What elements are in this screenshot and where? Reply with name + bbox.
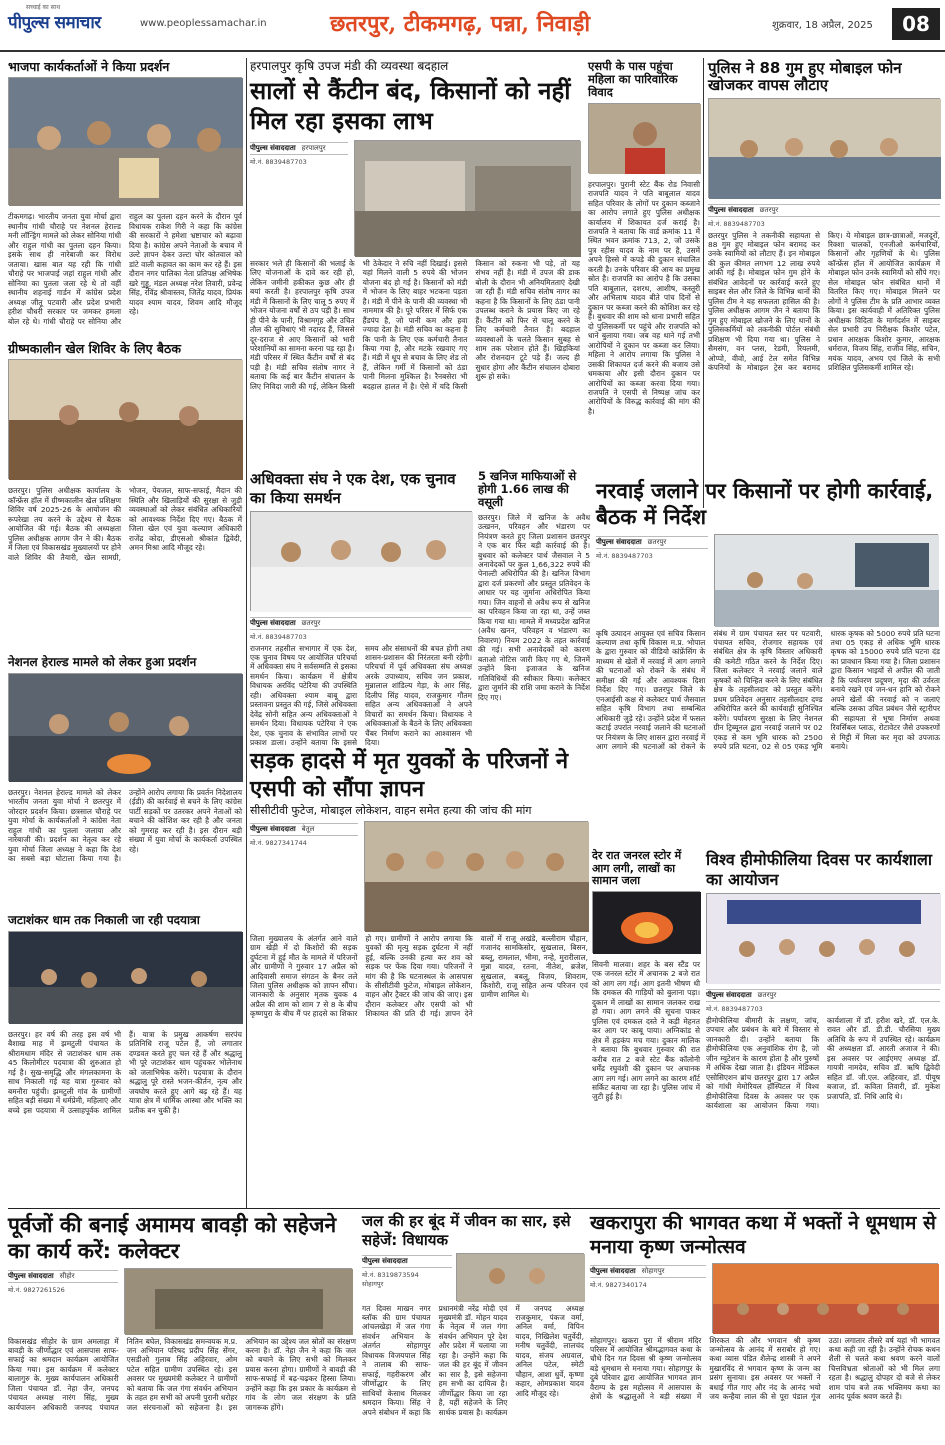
article-body: छतरपुर पुलिस ने तकनीकी सहायता से 88 गुम हुए मोबाइल फोन बरामद कर उनके स्वामियों को लौटाए हैं। इन मोबाइल की कुल कीमत लगभग 12 लाख रुपये आंकी गई है। मोबाइल फोन गुम होने के संबंधित आवेदनों पर कार्रवाई करते हुए साइबर सेल और जिले के विभिन्न थानों की पुलिस टीम ने यह सफलता हासिल की है। पुलिस अधीक्षक आगम जैन ने बताया कि गुम हुए मोबाइल खोजने के लिए थानों के पुलिसकर्मियों को तकनीकी पोर्टल संबंधी प्रशिक्षण भी दिया गया था। पुलिस ने सैमसंग, वन प्लस, रेडमी, रियलमी, ओप्पो, वीवो, आई टेल समेत विभिन्न कंपनियों के मोबाइल ट्रेस कर बरामद किए। ये मोबाइल छात्र-छात्राओं, मजदूरों, रिक्शा चालकों, एनजीओ कर्मचारियों, किसानों और गृहणियों के थे। पुलिस कॉन्फ्रेंस हॉल में आयोजित कार्यक्रम में मोबाइल फोन उनके स्वामियों को सौंपे गए। सेल मोबाइल फोन संबंधित थानों में वितरित किए गए। मोबाइल मिलने पर लोगों ने पुलिस टीम के प्रति आभार व्यक्त किया। इस कार्यवाही में अतिरिक्त पुलिस अधीक्षक विदिता के मार्गदर्शन में साइबर सेल प्रभारी उप निरीक्षक किशोर पटेल, प्रधान आरक्षक किशोर कुमार, आरक्षक धर्मराज, विजय सिंह, राजीव सिंह, सचिन, मयंक यादव, अभय एवं जिले के सभी प्रशिक्षित पुलिसकर्मी शामिल रहे।: [708, 230, 940, 373]
masthead: [0, 0, 945, 52]
article-one-nation: [250, 470, 472, 748]
byline: [706, 989, 940, 1002]
column-rule: [703, 58, 704, 508]
article-padyatra: [8, 914, 242, 1204]
news-photo: [714, 534, 938, 626]
news-photo: [354, 140, 580, 256]
byline-reporter: पीपुल्स संवाददाता: [250, 143, 296, 152]
headline[interactable]: भाजपा कार्यकर्ताओं ने किया प्रदर्शन: [8, 59, 170, 74]
byline-reporter: पीपुल्स संवाददाता: [590, 1266, 636, 1275]
article-bjp-protest: [8, 60, 242, 328]
reporter-mobile: मो.नं. 8839487703: [250, 632, 307, 641]
article-body: सरकार भले ही किसानों की भलाई के लिए योजनाओं के दावे कर रही हो, लेकिन जमीनी हकीकत कुछ और ही बयां करती है। हरपालपुर कृषि उपज मंडी में किसानों के लिए चालू 5 रुपए में भोजन योजना वर्षों से ठप पड़ी है। साथ ही पीने के पानी, विश्रामगृह और उचित तौल की सुविधाएं भी नदारद हैं, जिससे दूर-दराज से आए किसानों को भारी परेशानियों का सामना करना पड़ रहा है। मंडी परिसर में स्थित कैंटीन वर्षों से बंद पड़ी है। मंडी सचिव संतोष नागर ने बताया कि कई बार कैंटीन संचालन के लिए निविदा जारी की गई, लेकिन किसी भी ठेकेदार ने रुचि नहीं दिखाई। इससे यहां मिलने वाली 5 रुपये की भोजन योजना बंद हो गई है। किसानों को मंडी में भोजन के लिए बाहर भटकना पड़ता है। मंडी में पीने के पानी की व्यवस्था भी नाममात्र की है। पूरे परिसर में सिर्फ एक हैंडपंप है, जो पानी कम और हवा ज्यादा देता है। मंडी सचिव का कहना है कि पानी के लिए एक कर्मचारी तैनात किया गया है, और मटके रखवाए गए हैं। मंडी में धूप से बचाव के लिए शेड तो हैं, लेकिन गर्मी में किसानों को ठंडा पानी मिलना मुश्किल है। रैनबसेरा भी बदहाल हालत में है। ऐसे में यदि किसी किसान को रुकना भी पड़े, तो यह संभव नहीं है। मंडी में उपज की डाक बोली के दौरान भी अनियमितताएं देखी जा रही हैं। मंडी सचिव संतोष नागर का कहना है कि किसानों के लिए ठंडा पानी उपलब्ध कराने के प्रयास किए जा रहे हैं। कैंटीन को फिर से चालू करने के लिए कर्मचारी तैनात है। बदहाल व्यवस्थाओं के चलते किसान सुबह से शाम तक परेशान होते हैं। खिड़कियां और रोशनदान टूटे पड़े हैं। जल्द ही सुधार होगा और कैंटीन संचालन दोबारा शुरू हो सके।: [250, 258, 580, 391]
article-body: सोहागपुर। खकरा पुरा में श्रीराम मंदिर परिसर में आयोजित श्रीमद्भागवत कथा के चौथे दिन गत दिवस श्री कृष्ण जन्मोत्सव बड़े धूमधाम से मनाया गया। सोहागपुर के दुबे परिवार द्वारा आयोजित भागवत ज्ञान वैराग्य के इस महोत्सव में आसपास के क्षेत्रों के श्रद्धालुओं ने बड़ी संख्या में शिरकत की और भगवान श्री कृष्ण जन्मोत्सव के आनंद में सराबोर हो गए। कथा व्यास पंडित शैलेन्द्र शास्त्री ने अपने मुखारविंद से भगवान कृष्ण के जन्म का प्रसंग सुनाया। इस अवसर पर भक्तों ने बधाई गीत गाए और नंद के आनंद भयो जय कन्हैया लाल की से पूरा पंडाल गूंज उठा। लगातार तीसरे वर्ष यहां भी भागवत कथा कही जा रही है। उन्होंने रोचक कथन शैली से चलते कथा श्रवण करने वालों चित्तविभ्रता श्रोताओं को भी मिल लगा रहता है। श्रद्धालु दोपहर दो बजे से लेकर शाम पांच बजे तक भक्तिमय कथा का आनंद पूर्वक श्रवण करते हैं।: [590, 1335, 940, 1402]
reporter-mobile: मो.नं. 8319873594: [362, 1270, 419, 1279]
news-photo: [250, 511, 472, 611]
headline[interactable]: विश्व हीमोफीलिया दिवस पर कार्यशाला का आयोजन: [706, 850, 932, 889]
news-photo: [8, 77, 242, 205]
news-photo: [588, 103, 700, 173]
headline[interactable]: पुलिस ने 88 गुम हुए मोबाइल फोन खोजकर वापस लौटाए: [708, 59, 902, 95]
byline-reporter: पीपुल्स संवाददाता: [8, 1271, 54, 1280]
article-body: विकासखंड सीहोर के ग्राम अमलाहा में बावड़ी के जीर्णोद्धार एवं आसपास साफ-सफाई का श्रमदान कार्यक्रम आयोजित किया गया। इस कार्यक्रम में कलेक्टर बालागुरु के. मुख्य कार्यपालन अधिकारी जिला पंचायत डॉ. नेहा जैन, जनपद पंचायत अध्यक्ष नारंग सिंह, मुख्य कार्यपालन अधिकारी जनपद पंचायत नितिन बघेल, विकासखंड समन्वयक म.प्र. जन अभियान परिषद प्रदीप सिंह सेंगर, एसडीओ गुलाब सिंह अहिरवार, ओम पटेल सहित ग्रामीण उपस्थित रहे। इस अवसर पर मुख्यमंत्री कलेक्टर ने ग्रामीणों को बताया कि जल गंगा संवर्धन अभियान के तहत हम सभी को अपनी पुरानी धरोहर जल संरचनाओं को सहेजना है। इस अभियान का उद्देश्य जल स्रोतों का संरक्षण करना है। डॉ. नेहा जैन ने कहा कि जल को बचाने के लिए सभी को मिलकर प्रयास करना होगा। ग्रामीणों ने बावड़ी की साफ-सफाई में बढ़-चढ़कर हिस्सा लिया। उन्होंने कहा कि इस प्रकार के कार्यक्रम से गांव के लोग जल संरक्षण के प्रति जागरूक होंगे।: [8, 1336, 356, 1412]
news-photo: [124, 1268, 352, 1334]
byline-reporter: पीपुल्स संवाददाता: [250, 824, 296, 833]
headline[interactable]: सड़क हादसे में मृत युवकों के परिजनों ने एसपी को सौंपा ज्ञापन: [250, 749, 569, 802]
headline[interactable]: नेशनल हेराल्ड मामले को लेकर हुआ प्रदर्शन: [8, 655, 197, 669]
article-body: हीमोफीलिया बीमारी के लक्षण, जांच, उपचार और प्रबंधन के बारे में विस्तार से जानकारी दी। उन्होंने बताया कि हीमोफीलिया एक अनुवांशिक रोग है, जो जीन म्यूटेशन के कारण होता है और पुरुषों में अधिक देखा जाता है। इंडियन मेडिकल एसोसिएशन ब्रांच छतरपुर द्वारा 17 अप्रैल को गांधी मेमोरियल हॉस्पिटल में विश्व हीमोफीलिया दिवस के अवसर पर एक कार्यशाला का आयोजन किया गया। कार्यशाला में डॉ. हरीश खरे, डॉ. एल.के. रावत और डॉ. डी.डी. चौरसिया मुख्य अतिथि के रूप में उपस्थित रहे। कार्यक्रम की अध्यक्षता डॉ. आरती अजाज ने की। इस अवसर पर आईएमए अध्यक्ष डॉ. गायत्री नामदेव, सचिव डॉ. ऋषि द्विवेदी सहित डॉ. जी.एल. अहिरवार, डॉ. पीयूष बजाज, डॉ. कविता तिवारी, डॉ. मुकेश प्रजापति, डॉ. निधि आदि थे।: [706, 1016, 940, 1111]
logo-tagline: सच्चाई का साथ: [26, 4, 61, 11]
news-photo: [8, 673, 242, 781]
byline: [708, 204, 940, 217]
article-body: कृषि उत्पादन आयुक्त एवं सचिव किसान कल्याण तथा कृषि विकास म.प्र. भोपाल के द्वारा गुरुवार को वीडियो कांफ्रेंसिंग के माध्यम से खेतों में नरवाई में आग लगाने की घटनाओं को रोकने के संबंध में समीक्षा की गई और आवश्यक दिशा निर्देश दिए गए। छतरपुर जिले के एनआईसी कक्ष से कलेक्टर पार्थ जैसवाल सहित कृषि विभाग तथा सम्बन्धित अधिकारी जुड़े रहे। उन्होंने प्रदेश में फसल कटाई उपरांत नरवाई जलाने की घटनाओं पर नियंत्रण के लिए शासन द्वारा नरवाई में आग लगाने की घटनाओं को रोकने के संबंध में ग्राम पंचायत स्तर पर पटवारी, पंचायत सचिव, रोजगार सहायक एवं संबंधित क्षेत्र के कृषि विस्तार अधिकारी की कमेटी गठित करने के निर्देश दिए। जिला कलेक्टर ने नरवाई जलाने वाले कृषकों को चिन्हित करने के लिए संबंधित क्षेत्र के तहसीलदार को प्रस्तुत करेंगे। प्रथम प्रतिवेदन अनुसार तहसीलदार दण्ड अधिरोपित करने की कार्यवाही सुनिश्चित करेंगे। पर्यावरण सुरक्षा के लिए नेशनल ग्रीन ट्रिब्यूनल द्वारा नरवाई जलाने पर 02 एकड़ से कम भूमि धारक को 2500 रुपये प्रति घटना, 02 से 05 एकड़ भूमि धारक कृषक को 5000 रुपये प्रति घटना तथा 05 एकड़ से अधिक भूमि धारक कृषक को 15000 रुपये प्रति घटना दंड का प्रावधान किया गया है। जिला प्रशासन द्वारा किसान भाइयों से अपील की जाती है कि पर्यावरण प्रदूषण, मृदा की उर्वरता बनाये रखने एवं जन-धन हानि को रोकने अपने खेतों की नरवाई को न जलाएं बल्कि उसका उचित प्रबंधन जैसे स्ट्रारीपर की सहायता से भूषा निर्माण अथवा रिवर्सिबल प्लाऊ, रोटावेटर जैसे उपकरणों से मिट्टी में मिला कर मृदा को उपजाऊ बनाये।: [596, 628, 940, 752]
byline-place: छतरपुर: [759, 205, 779, 214]
reporter-mobile: मो.नं. 9827261526: [8, 1285, 65, 1294]
byline-place: छतरपुर: [301, 618, 321, 627]
news-photo: [712, 1263, 938, 1333]
news-photo: [706, 893, 940, 983]
byline-place: सोहागपुर: [641, 1266, 665, 1275]
article-bhagwat-katha: [590, 1212, 940, 1442]
headline[interactable]: अधिवक्ता संघ ने एक देश, एक चुनाव का किया समर्थन: [250, 470, 456, 507]
subheadline: सीसीटीवी फुटेज, मोबाइल लोकेशन, वाहन समेत हत्या की जांच की मांग: [250, 804, 532, 817]
article-family-dispute: [588, 60, 700, 470]
article-body: छतरपुर। पुलिस अधीक्षक कार्यालय के कॉन्फ्रेंस हॉल में ग्रीष्मकालीन खेल प्रशिक्षण शिविर वर्ष 2025-26 के आयोजन की रूपरेखा तय करने के उद्देश्य से बैठक आयोजित की गई। बैठक की अध्यक्षता पुलिस अधीक्षक आगम जैन ने की। बैठक में जिला एवं विकासखंड मुख्यालयों पर होने वाले शिविर की तैयारी, खेल सामग्री, भोजन, पेयजल, साफ-सफाई, मैदान की स्थिति और खिलाड़ियों की सुरक्षा से जुड़ी व्यवस्थाओं को लेकर संबंधित अधिकारियों को आवश्यक निर्देश दिए गए। बैठक में जिला खेल एवं युवा कल्याण अधिकारी राजेंद्र कोदा, डीएसओ श्रीकांत द्विवेदी, अमन मिश्रा आदि मौजूद रहे।: [8, 486, 242, 562]
reporter-mobile: मो.नं. 8839487703: [706, 1005, 763, 1013]
article-summer-camp: [8, 342, 242, 658]
byline: [8, 1270, 118, 1283]
byline: [250, 142, 348, 155]
article-body: छतरपुर। नेशनल हेराल्ड मामले को लेकर भारतीय जनता युवा मोर्चा ने छतरपुर में जोरदार प्रदर्शन किया। छत्रसाल चौराहे पर युवा मोर्चा के कार्यकर्ताओं ने कांग्रेस नेता राहुल गांधी का पुतला जलाया और नारेबाजी की। प्रदर्शन का नेतृत्व कर रहे युवा मोर्चा जिला अध्यक्ष ने कहा कि देश का सबसे बड़ा घोटाला किया गया है। उन्होंने आरोप लगाया कि प्रवर्तन निदेशालय (ईडी) की कार्रवाई से बचने के लिए कांग्रेस पार्टी सड़कों पर उतरकर अपने नेताओं को बचाने की कोशिश कर रही है और जनता को गुमराह कर रही है। इस दौरान बड़ी संख्या में युवा मोर्चा के कार्यकर्ता उपस्थित रहे।: [8, 787, 242, 864]
byline: [596, 536, 708, 549]
article-body: सिवनी मालवा। शहर के बस स्टैंड पर एक जनरल स्टोर में अचानक 2 बजे रात को आग लग गई। आग इतनी भीषण थी कि दमकल की गाड़ियों को बुलाना पड़ा। दुकान में लाखों का सामान जलकर राख हो गया। आग लगने की सूचना पाकर पुलिस एवं दमकल दस्ते ने कड़ी मेहनत कर आग पर काबू पाया। अग्निकांड से क्षेत्र में हड़कंप मच गया। दुकान मालिक ने बताया कि बुधवार गुरुवार की रात करीब रात 2 बजे स्टेट बैंक कॉलोनी धर्मेंद्र रघुवंशी की दुकान पर अचानक आग लग गई। आग लगने का कारण शॉर्ट सर्किट बताया जा रहा है। पुलिस जांच में जुटी हुई है।: [592, 959, 700, 1102]
article-body: टीकमगढ़। भारतीय जनता युवा मोर्चा द्वारा स्थानीय गांधी चौराहे पर नेशनल हेराल्ड मनी लॉन्ड्रिंग मामले को लेकर सोनिया गांधी और राहुल गांधी का पुतला दहन किया। इसके साथ ही नारेबाजी कर विरोध जताया। खास बात यह रही कि गांधी चौराहे पर भाजपाई जहां राहुल गांधी और सोनिया का पुतला जला रहे थे तो वहीं स्थानीय शहनाई गार्डन में कांग्रेस प्रदेश अध्यक्ष जीतू पटवारी और प्रदेश प्रभारी हरीश चौधरी सरकार पर जमकर हमला बोल रहे थे। गांधी चौराहे पर सोनिया और राहुल का पुतला दहन करने के दौरान पूर्व विधायक राकेश गिरी ने कहा कि कांग्रेस की सरकारों ने हमेशा भ्रष्टाचार को बढ़ावा दिया है। कांग्रेस अपने नेताओं के बचाव में उल्टे ज्ञापन देकर उल्टा चोर कोतवाल को डांटे वाली कहावत का काम कर रहे हैं। इस दौरान नगर पालिका नेता प्रतिपक्ष अभिषेक खरे गुड्डू, मंडल अध्यक्ष नरेश तिवारी, प्रवेन्द्र सिंह, रविंद्र श्रीवास्तव, जितेंद्र यादव, प्रियंक यादव श्याम यादव, शिवम आदि मौजूद रहे।: [8, 212, 242, 326]
headline[interactable]: पूर्वजों की बनाई अमामय बावड़ी को सहेजने का कार्य करें: कलेक्टर: [8, 1213, 337, 1264]
website-url[interactable]: www.peoplessamachar.in: [140, 18, 267, 29]
headline[interactable]: एसपी के पास पहुंचा महिला का पारिवारिक विवाद: [588, 59, 678, 100]
byline-place: छतरपुर: [647, 537, 667, 546]
byline-place: बेतूल: [301, 824, 315, 833]
article-body: गत दिवस माखन नगर ब्लॉक की ग्राम पंचायत आंचलखेड़ा में जल गंगा संवर्धन अभियान के अंतर्गत सोहागपुर विधायक विजयपाल सिंह ने तालाब की साफ-सफाई, गहरीकरण और जीर्णोद्धार के लिए साथियों केसाथ मिलकर श्रमदान किया। सिंह ने अपने संबोधन में कहा कि प्रधानमंत्री नरेंद्र मोदी एवं मुख्यमंत्री डॉ. मोहन यादव के नेतृत्व में जल गंगा संवर्धन अभियान पूरे देश और प्रदेश में चलाया जा रहा है। उन्होंने कहा कि जल की हर बूंद में जीवन का सार है, इसे सहेजना हम सभी का दायित्व है। जीर्णोद्धार किया जा रहा है, यहीं सहेजने के लिए सार्थक प्रयास है। कार्यक्रम में जनपद अध्यक्ष राजकुमार, पंकज वर्मा, अनिल वर्मा, विपिन यादव, निखिलेश चतुर्वेदी, मनीष चतुर्वेदी, लालचंद यादव, संजय अग्रवाल, अनिल पटेल, स्मेटी चौहान, आशा धुर्वे, कृष्णा कहार, ओमप्रकाश यादव आदि मौजूद रहे।: [362, 1303, 584, 1417]
article-mobiles-returned: [708, 60, 940, 470]
byline-reporter: पीपुल्स संवाददाता: [250, 618, 296, 627]
byline: [362, 1255, 452, 1268]
page-number: 08: [892, 8, 940, 40]
byline: [250, 823, 358, 836]
reporter-mobile: मो.नं. 8839487703: [250, 157, 307, 166]
article-accident-memo: [250, 748, 588, 1160]
byline: [250, 617, 472, 630]
byline-reporter: पीपुल्स संवाददाता: [362, 1256, 408, 1265]
kicker: हरपालपुर कृषि उपज मंडी की व्यवस्था बदहाल: [250, 59, 449, 73]
headline[interactable]: सालों से कैंटीन बंद, किसानों को नहीं मिल रहा इसका लाभ: [250, 76, 571, 135]
column-rule: [246, 58, 247, 1208]
headline[interactable]: खकरापुरा की भागवत कथा में भक्तों ने धूमधाम से मनाया कृष्ण जन्मोत्सव: [590, 1212, 936, 1258]
headline[interactable]: जल की हर बूंद में जीवन का सार, इसे सहेजें: विधायक: [362, 1212, 571, 1249]
reporter-mobile: मो.नं. 8839487703: [596, 551, 653, 560]
news-photo: [8, 931, 242, 1023]
reporter-mobile: मो.नं. 9827340174: [590, 1280, 647, 1289]
reporter-mobile: मो.नं. 8839487703: [708, 219, 765, 228]
news-photo: [8, 359, 242, 479]
article-stubble-burning: [596, 478, 940, 848]
headline[interactable]: ग्रीष्मकालीन खेल शिविर के लिए बैठक: [8, 341, 181, 356]
article-mining-penalty: [478, 470, 590, 740]
byline-place: छतरपुर: [757, 991, 777, 999]
article-water-mla: [362, 1212, 584, 1442]
news-photo: [592, 891, 700, 953]
byline: [590, 1265, 706, 1278]
byline-place: हरपालपुर: [301, 143, 326, 152]
article-body: हरपालपुर। पुरानी स्टेट बैंक रोड निवासी राजपति यादव ने पति बाबूलाल यादव सहित परिवार के लोगों पर दुकान कब्जाने का आरोप लगाते हुए पुलिस अधीक्षक कार्यालय में शिकायत दर्ज कराई है। राजपति ने बताया कि वार्ड क्रमांक 11 में स्थित भवन क्रमांक 713, 2, जो उसके पुत्र रहीस यादव के नाम पर है, उसमें अपने हिस्से में कपड़े की दुकान संचालित करती है। उनके परिवार की आय का प्रमुख स्रोत है। राजपति का आरोप है कि उसका पति बाबूलाल, दशरथ, आशीष, कस्तूरी और अभिलाष यादव बीते पांच दिनों से दुकान पर कब्जा करने की कोशिश कर रहे हैं। बुधवार की शाम को धाना प्रभारी सहित दो पुलिसकर्मी पर पहुंचे और राजपति को धाने बुलाया गया। जब वह थाने गई तभी आरोपियों ने दुकान पर कब्जा कर लिया। महिला ने आरोप लगाया कि पुलिस ने उसकी शिकायत दर्ज करने की बजाय उसे धमकाया और इसी दौरान दुकान पर आरोपियों का कब्जा करवा दिया गया। राजपति ने एसपी से निष्पक्ष जांच कर आरोपियों के विरुद्ध कार्रवाई की मांग की है।: [588, 179, 700, 416]
headline[interactable]: नरवाई जलाने पर किसानों पर होगी कार्रवाई, बैठक में निर्देश: [596, 479, 934, 530]
article-hemophilia-day: [706, 850, 940, 1162]
news-photo: [456, 1253, 584, 1301]
article-herald-protest: [8, 656, 242, 910]
byline-reporter: पीपुल्स संवाददाता: [706, 991, 752, 999]
byline-reporter: पीपुल्स संवाददाता: [596, 537, 642, 546]
section-rule: [8, 1208, 940, 1209]
byline-reporter: पीपुल्स संवाददाता: [708, 205, 754, 214]
edition-cities: छतरपुर, टीकमगढ़, पन्ना, निवाड़ी: [330, 11, 591, 37]
article-body: जिला मुख्यालय के अंतर्गत आने वाले ग्राम खेड़ी में दो किशोरों की सड़क दुर्घटना में हुई मौत के मामले में परिजनों और ग्रामीणों ने गुरुवार 17 अप्रैल को आदिवासी समाज संगठन के बैनर तले जिला पुलिस अधीक्षक को ज्ञापन सौंपा। जानकारी के अनुसार मृतक युवक 4 अप्रैल की शाम को शाम 7 से 8 के बीच कृष्णपुरा के बीच मैं पर हादसे का शिकार हो गए। ग्रामीणों ने आरोप लगाया कि युवकों की मृत्यु सड़क दुर्घटना में नहीं हुई, बल्कि उनकी हत्या कर शव को सड़क पर फेंक दिया गया। परिजनों ने मांग की है कि घटनास्थल के आसपास के सीसीटीवी फुटेज, मोबाइल लोकेशन, वाहन और ट्रैक्टर की जांच की जाए। इस दौरान कलेक्टर और एसपी को भी शिकायत की प्रति दी गई। ज्ञापन देने वालों में राजू अखंडे, बल्लीराम चौहान, गजानंद सामकिसोर, सुखलाल, बिसन, बब्लू, रामलाल, भीमा, नन्हे, मुरारीलाल, मुन्ना यादव, रतना, नीतेश, ब्रजेश, सुखलाल, बबलू, विजय, शिवराम, किशोरी, राजू सहित अन्य परिजन एवं ग्रामीण शामिल थे।: [250, 933, 588, 1019]
news-photo: [708, 98, 940, 198]
headline[interactable]: 5 खनिज माफियाओं से होगी 1.66 लाख की वसूली: [478, 469, 577, 510]
reporter-mobile: मो.नं. 9827341744: [250, 838, 307, 847]
article-stepwell: [8, 1212, 356, 1442]
article-mandi-canteen: [250, 60, 580, 470]
article-body: राजनगर तहसील सभागार में एक देश, एक चुनाव विषय पर आयोजित परिचर्चा में अधिवक्ता संघ ने सर्वसम्मति से इसका समर्थन किया। कार्यक्रम में क्षेत्रीय विधायक अरविंद पटेरिया की उपस्थिति रही। अधिवक्ता श्याम बाबू द्वारा प्रस्तावना प्रस्तुत की गई, जिसे अधिवक्ता देवेंद्र सोनी सहित अन्य अधिवक्ताओं ने समर्थन दिया। विधायक पटेरिया ने एक देश, एक चुनाव के संभावित लाभों पर प्रकाश डाला। उन्होंने बताया कि इससे समय और संसाधनों की बचत होगी तथा शासन-प्रशासन की निरंतरता बनी रहेगी। परिचर्चा में पूर्व अधिवक्ता संघ अध्यक्ष अरके उपाध्याय, सचिव जन प्रकाश, मुन्नालाल शांडिल्य गेड़ा, के आर सिंह, दिलीप सिंह यादव, राजकुमार गौतम सहित अन्य अधिवक्ताओं ने अपने विचारों का समर्थन किया। विधायक ने अधिवक्ताओं के बैठने के लिए अधिवक्ता चैंबर निर्माण कराने का आश्वासन भी दिया।: [250, 643, 472, 748]
issue-date: शुक्रवार, 18 अप्रैल, 2025: [772, 20, 873, 31]
article-body: छतरपुर। जिले में खनिज के अवैध उत्खनन, परिवहन और भंडारण पर नियंत्रण करते हुए जिला प्रशासन छतरपुर ने एक बार फिर बड़ी कार्रवाई की है। बुधवार को कलेक्टर पार्थ जैसवाल ने 5 अनावेदकों पर कुल 1,66,322 रुपये की पेनाल्टी अधिरोपित की है। खनिज विभाग द्वारा दर्ज प्रकरणों और प्रस्तुत प्रतिवेदन के आधार पर यह जुर्माना अधिरोपित किया गया। जिन वाहनों से अवैध रूप से खनिज का परिवहन किया जा रहा था, उन्हें जब्त किया गया था। मामले में मध्यप्रदेश खनिज (अवैध खनन, परिवहन व भंडारण का निवारण) नियम 2022 के तहत कार्रवाई की गई। सभी अनावेदकों को कारण बताओ नोटिस जारी किए गए थे, जिनमें उन्होंने बिना इजाजत के खनिज गतिविधियों की स्वीकार किया। कलेक्टर द्वारा जुर्माने की राशि जमा कराने के निर्देश दिए गए।: [478, 512, 590, 702]
article-body: छतरपुर। हर वर्ष की तरह इस वर्ष भी बैशाख माह में झमटुली पंचायत के श्रीरामधाम मंदिर से जटाशंकर धाम तक 45 किलोमीटर पदयात्रा की शुरुआत हो गई है। सुख-समृद्धि और मंगलकामना के साथ निकाली गई यह यात्रा गुरुवार को बमनौरा पहुंची। झमटुली गांव के ग्रामीणों सहित बड़ी संख्या में धर्मप्रेमी, महिलाएं और बच्चे इस पदयात्रा में उत्साहपूर्वक शामिल हैं। यात्रा के प्रमुख आकर्षण सरपंच प्रतिनिधि राजू पटेल हैं, जो लगातार दण्डवत करते हुए चल रहे हैं और श्रद्धालु भी पूरे जटाशंकर धाम पहुंचकर भोलेनाथ को जलाभिषेक करेंगे। पदयात्रा के दौरान श्रद्धालु पूरे रास्ते भजन-कीर्तन, नृत्य और जयघोष करते हुए आगे बढ़ रहे हैं। यह यात्रा क्षेत्र में धार्मिक आस्था और भक्ति का प्रतीक बन चुकी है।: [8, 1029, 242, 1115]
news-photo: [364, 821, 588, 931]
byline-place: सीहोर: [59, 1271, 75, 1280]
newspaper-logo[interactable]: पीपुल्स समाचार: [8, 13, 101, 33]
headline[interactable]: देर रात जनरल स्टोर में आग लगी, लाखों का सामान जला: [592, 849, 682, 888]
headline[interactable]: जटाशंकर धाम तक निकाली जा रही पदयात्रा: [8, 913, 200, 927]
article-store-fire: [592, 850, 700, 1162]
byline-place: सोहागपुर: [362, 1279, 384, 1288]
